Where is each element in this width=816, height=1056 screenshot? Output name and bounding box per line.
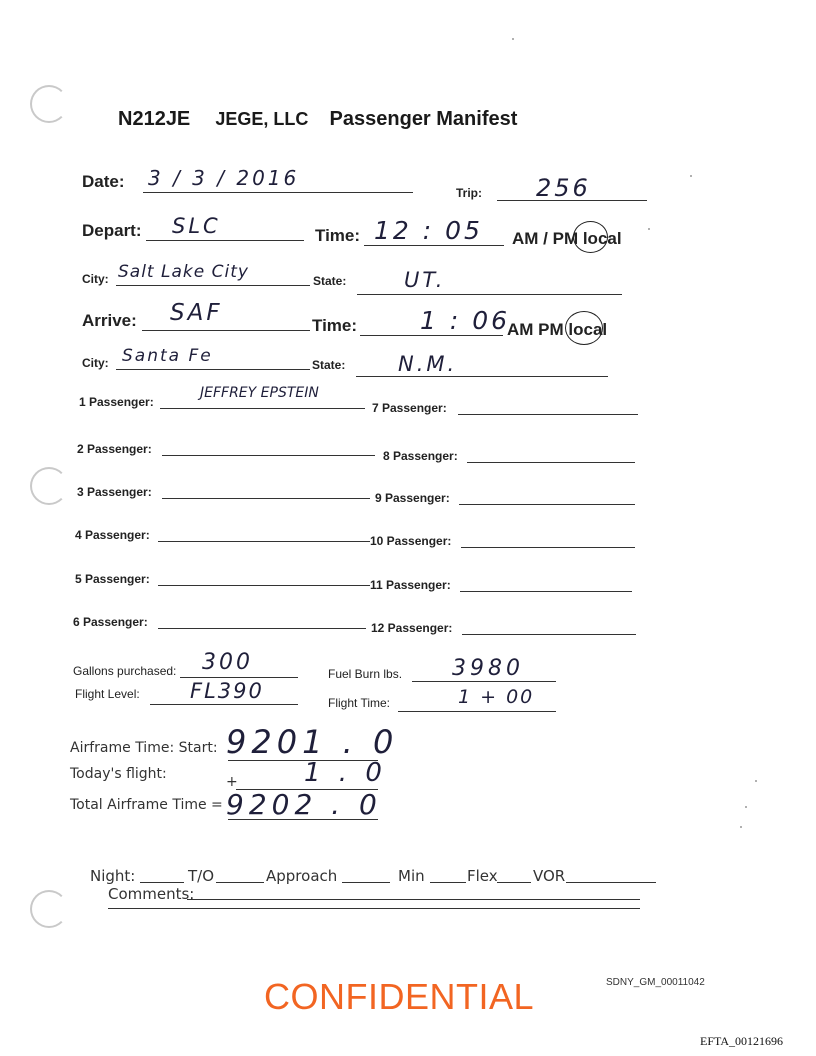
to-label: T/O: [188, 867, 215, 885]
depart-time-value: 12 : 05: [374, 216, 483, 245]
gallons-line: [180, 677, 298, 678]
airframe-start-value: 9201 . 0: [226, 723, 399, 761]
passenger-7-line: [458, 414, 638, 415]
scan-speck: [690, 175, 692, 177]
fuel-burn-line: [412, 681, 556, 682]
passenger-12-label: 12 Passenger:: [371, 621, 453, 635]
depart-time-label: Time:: [315, 226, 361, 245]
depart-state-label: State:: [313, 274, 347, 288]
date-line: [143, 192, 413, 193]
document-title: [118, 108, 517, 131]
comments-line-1: [187, 899, 640, 900]
todays-flight-value: 1 . 0: [304, 758, 387, 788]
arrive-time-value: 1 : 06: [420, 306, 511, 335]
gallons-value: 300: [202, 650, 253, 675]
flight-time-line: [398, 711, 556, 712]
approach-line: [342, 882, 390, 883]
vor-line: [566, 882, 656, 883]
passenger-10-line: [461, 547, 635, 548]
approach-label: Approach: [266, 867, 338, 885]
company-name: JEGE, LLC: [215, 109, 309, 129]
passenger-10-label: 10 Passenger:: [370, 534, 452, 548]
arrive-city-line: [116, 369, 310, 370]
arrive-city-label: City:: [82, 356, 109, 370]
min-label: Min: [398, 867, 425, 885]
bates-number: SDNY_GM_00011042: [606, 977, 705, 988]
tail-number: N212JE: [118, 108, 191, 130]
arrive-label: Arrive:: [82, 311, 137, 330]
date-label: Date:: [82, 172, 125, 191]
passenger-6-line: [158, 628, 366, 629]
form-title: Passenger Manifest: [329, 108, 518, 130]
flex-line: [497, 882, 531, 883]
passenger-9-line: [459, 504, 635, 505]
flight-time-value: 1 + 00: [458, 686, 535, 708]
arrive-line: [142, 330, 310, 331]
punch-hole-middle: [30, 467, 68, 505]
passenger-2-line: [162, 455, 375, 456]
night-label: Night:: [90, 867, 136, 885]
comments-line-2: [108, 908, 640, 909]
depart-city-label: City:: [82, 272, 109, 286]
total-airframe-value: 9202 . 0: [226, 788, 382, 821]
punch-hole-bottom: [30, 890, 68, 928]
scan-speck: [648, 228, 650, 230]
efta-number: EFTA_00121696: [700, 1034, 784, 1048]
plus-sign: +: [226, 774, 238, 790]
passenger-1-line: [160, 408, 365, 409]
to-line: [216, 882, 264, 883]
total-airframe-label: Total Airframe Time =: [70, 797, 223, 813]
passenger-6-label: 6 Passenger:: [73, 615, 148, 629]
flight-level-line: [150, 704, 298, 705]
vor-label: VOR: [533, 867, 566, 885]
passenger-3-label: 3 Passenger:: [77, 485, 152, 499]
passenger-1-name: JEFFREY EPSTEIN: [200, 385, 319, 401]
arrive-state-line: [356, 376, 608, 377]
depart-state-line: [357, 294, 622, 295]
passenger-4-label: 4 Passenger:: [75, 528, 150, 542]
arrive-code-value: SAF: [170, 300, 223, 326]
fuel-burn-label: Fuel Burn lbs.: [328, 667, 403, 681]
passenger-1-label: 1 Passenger:: [79, 395, 154, 409]
flight-level-label: Flight Level:: [75, 687, 140, 701]
flight-level-value: FL390: [190, 679, 264, 703]
scan-speck: [745, 806, 747, 808]
passenger-9-label: 9 Passenger:: [375, 491, 450, 505]
scan-speck: [740, 826, 742, 828]
passenger-3-line: [162, 498, 370, 499]
date-value: 3 / 3 / 2016: [148, 166, 300, 190]
scan-speck: [512, 38, 514, 40]
trip-value: 256: [536, 174, 591, 202]
passenger-8-line: [467, 462, 635, 463]
scan-speck: [755, 780, 757, 782]
passenger-8-label: 8 Passenger:: [383, 449, 458, 463]
depart-city-value: Salt Lake City: [118, 262, 249, 282]
airframe-start-label: Airframe Time: Start:: [70, 740, 218, 756]
passenger-2-label: 2 Passenger:: [77, 442, 152, 456]
arrive-ampm-label: AM PM local: [507, 320, 608, 339]
arrive-city-value: Santa Fe: [122, 346, 213, 366]
trip-label: Trip:: [456, 186, 482, 200]
flex-label: Flex: [467, 867, 498, 885]
passenger-5-line: [158, 585, 370, 586]
passenger-5-label: 5 Passenger:: [75, 572, 150, 586]
arrive-state-label: State:: [312, 358, 346, 372]
arrive-time-label: Time:: [312, 316, 358, 335]
pm-circle-arrive: [565, 311, 603, 345]
punch-hole-top: [30, 85, 68, 123]
fuel-burn-value: 3980: [452, 656, 524, 681]
pm-circle-depart: [573, 221, 608, 253]
depart-line: [146, 240, 304, 241]
comments-label: Comments:: [108, 885, 195, 903]
passenger-4-line: [158, 541, 370, 542]
confidential-stamp: CONFIDENTIAL: [264, 976, 535, 1017]
depart-label: Depart:: [82, 221, 142, 240]
depart-state-value: UT.: [404, 268, 446, 292]
passenger-11-line: [460, 591, 632, 592]
todays-flight-label: Today's flight:: [70, 766, 167, 782]
depart-code-value: SLC: [172, 214, 221, 238]
depart-time-line: [364, 245, 504, 246]
min-line: [430, 882, 466, 883]
passenger-7-label: 7 Passenger:: [372, 401, 447, 415]
depart-city-line: [116, 285, 310, 286]
arrive-state-value: N.M.: [398, 352, 458, 376]
gallons-label: Gallons purchased:: [73, 664, 177, 678]
arrive-time-line: [360, 335, 503, 336]
night-line: [140, 882, 184, 883]
passenger-12-line: [462, 634, 636, 635]
passenger-11-label: 11 Passenger:: [370, 578, 451, 592]
flight-time-label: Flight Time:: [328, 696, 391, 710]
depart-ampm-label: AM / PM local: [512, 229, 622, 248]
